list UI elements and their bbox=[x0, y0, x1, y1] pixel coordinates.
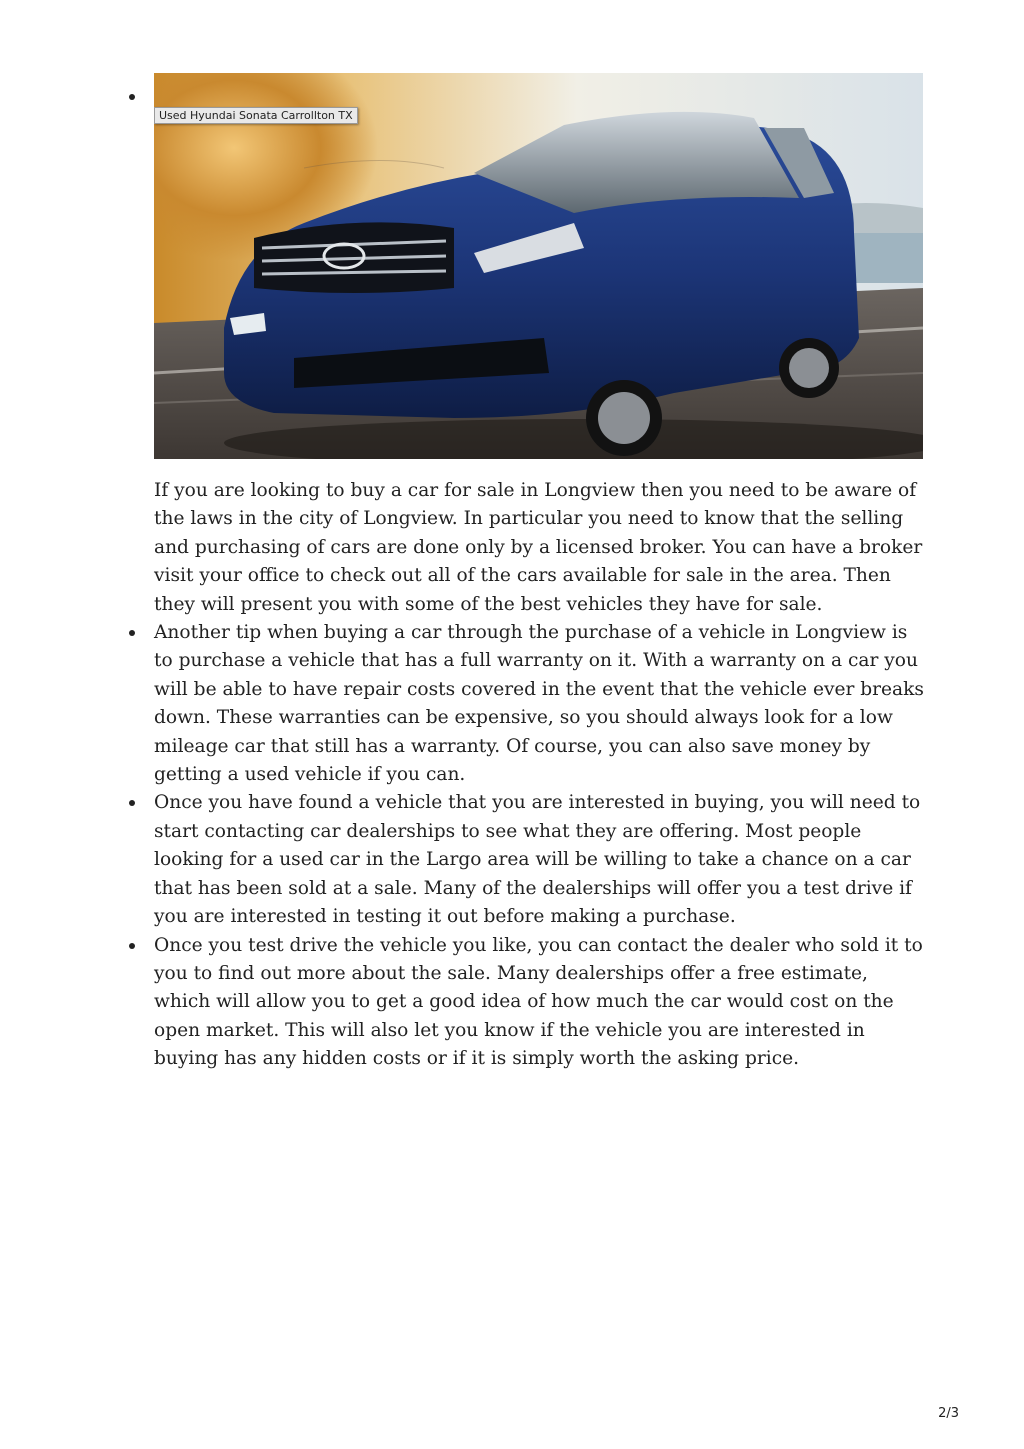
list-item-text: If you are looking to buy a car for sale in Longview then you need to be aware of the laws in the city of Longview. In particular you need to know that the selling and purchasing of cars are done only by a licensed broker. You can have a broker visit your office to check out all of the cars available for sale in the area. Then they will present you with some of the best vehicles they have for sale. bbox=[154, 480, 923, 615]
list-item-text: Another tip when buying a car through the purchase of a vehicle in Longview is to purchase a vehicle that has a full warranty on it. With a warranty on a car you will be able to have repair costs covered in the event that the vehicle ever breaks down. These warranties can be expensive, so you should always look for a low mileage car that still has a warranty. Of course, you can also save money by getting a used vehicle if you can. bbox=[154, 622, 924, 786]
page-number: 2/3 bbox=[938, 1406, 959, 1421]
bullet-icon bbox=[129, 800, 135, 806]
list-item-text: Once you have found a vehicle that you are interested in buying, you will need to start contacting car dealerships to see what they are offering. Most people looking for a used car in the Largo area will be willing to take a chance on a car that has been sold at a sale. Many of the dealerships will offer you a test drive if you are interested in testing it out before making a purchase. bbox=[154, 792, 921, 928]
list-item bbox=[154, 73, 926, 619]
image-caption: Used Hyundai Sonata Carrollton TX bbox=[154, 107, 358, 124]
list-item bbox=[154, 789, 926, 931]
article-list bbox=[154, 60, 926, 1074]
bullet-icon bbox=[129, 94, 135, 100]
car-photo bbox=[154, 73, 923, 459]
bullet-icon bbox=[129, 630, 135, 636]
list-item bbox=[154, 619, 926, 789]
bullet-icon bbox=[129, 943, 135, 949]
list-item bbox=[154, 932, 926, 1074]
sedan-image bbox=[154, 73, 923, 459]
list-item-text: Once you test drive the vehicle you like, you can contact the dealer who sold it to you to find out more about the sale. Many dealerships offer a free estimate, which will allow you to get a good idea of how much the car would cost on the open market. This will also let you know if the vehicle you are interested in buying has any hidden costs or if it is simply worth the asking price. bbox=[154, 934, 923, 1070]
